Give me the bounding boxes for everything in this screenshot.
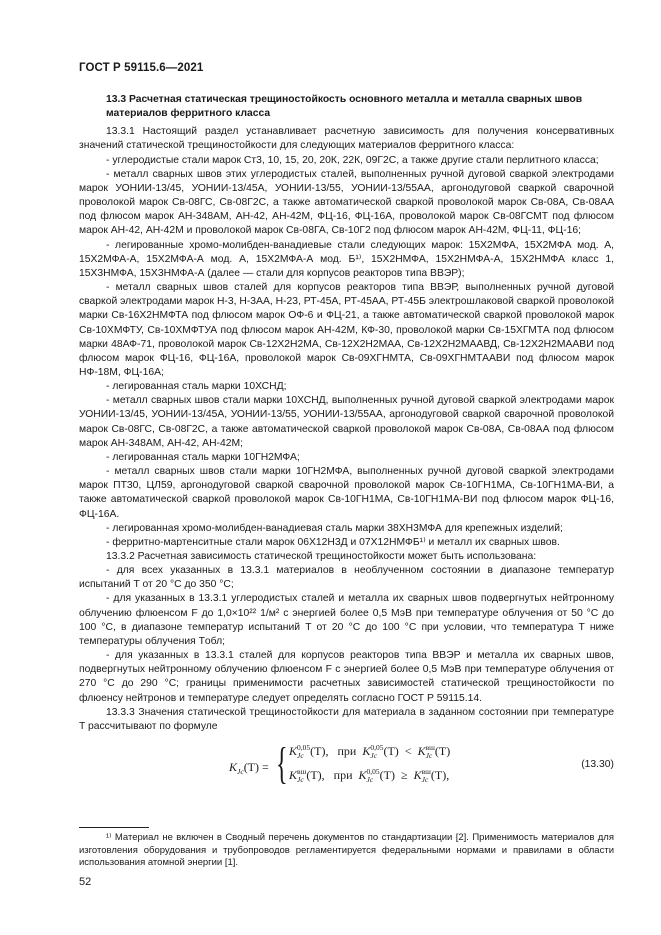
list-item: - углеродистые стали марок Ст3, 10, 15, 20, 20К, 22К, 09Г2С, а также другие стали перлитного класса; xyxy=(106,154,599,166)
list-item: - металл сварных швов стали марки 10ГН2МФА, выполненных ручной дуговой сваркой электродами марок ПТ30, ЦЛ59, аргонодуговой сваркой сварочной проволокой марок Св-10ГН1МА, Св-10ГН1МА-ВИ, а также автоматической сваркой проволокой марок Св-10ГН1МА, Св-10ГН1МА-ВИ под флюсом марок ФЦ-16, ФЦ-16А. xyxy=(79,466,614,520)
section-body xyxy=(79,93,614,792)
list-item: - легированная хромо-молибден-ванадиевая сталь марки 38ХН3МФА для крепежных изделий; xyxy=(106,522,563,534)
list-item: - металл сварных швов сталей для корпусов реакторов типа ВВЭР, выполненных ручной дуговой сваркой электродами марок Н-3, Н-3АА, Н-23, РТ-45А, РТ-45АА, РТ-45Б электрошлаковой сваркой проволокой марки Св-16Х2НМФТА под флюсом марок ОФ-6 и ФЦ-21, а также автоматической сваркой проволокой марок Св-10ХМФТУ, Св-10ХМФТУА под флюсом марок АН-42М, КФ-30, проволокой марки Св-15ХГМТА под флюсом марки 48АФ-71, проволокой марок Св-12Х2Н2МА, Св-12Х2Н2МАА, Св-12Х2Н2МААВД, Св-12Х2Н2МААВИ под флюсом марок ФЦ-16, ФЦ-16А, проволокой марок Св-09ХГНМТА, Св-09ХГНМТААВИ под флюсом марок НФ-18М, ФЦ-16А; xyxy=(79,282,614,378)
footnote xyxy=(79,832,614,870)
footnote-text: ¹⁾ Материал не включен в Сводный перечень документов по стандартизации [2]. Применимость материалов для изготовления оборудования и трубопроводов регламентируется федеральными нормами и правилами в области использования атомной энергии [1]. xyxy=(79,832,614,869)
list-item: - легированная сталь марки 10ХСНД; xyxy=(106,381,287,393)
formula-case-1: K 0,05 Jc (T), при K 0,05 Jc (T) < K вш Jc (T) xyxy=(289,743,451,761)
list-item: - для указанных в 13.3.1 углеродистых сталей и металла их сварных швов подвергнутых нейтронному облучению флюенсом F до 1,0×10²² 1/м² с энергией более 0,5 МэВ при температуре облучения от 50 °С до 100 °С, в диапазоне температур испытаний T от 20 °С до 100 °С при условии, что температура T ниже температуры облучения Tобл; xyxy=(79,593,614,647)
paragraph: 13.3.2 Расчетная зависимость статической трещиностойкости может быть использована: xyxy=(106,551,537,562)
equation-number: (13.30) xyxy=(581,759,614,771)
page-number: 52 xyxy=(79,876,92,888)
list-item: - легированная сталь марки 10ГН2МФА; xyxy=(106,451,300,463)
list-item: - для указанных в 13.3.1 сталей для корпусов реакторов типа ВВЭР и металла их сварных швов, подвергнутых нейтронному облучению флюенсом F с энергией более 0,5 МэВ при температуре облучения от 270 °С до 290 °С; границы применимости расчетных зависимостей статической трещиностойкости по флюенсу нейтронов и температуре следует определять согласно ГОСТ Р 59115.14. xyxy=(79,650,614,704)
paragraph: 13.3.1 Настоящий раздел устанавливает расчетную зависимость для получения консервативных значений статической трещиностойкости для следующих материалов ферритного класса: xyxy=(79,126,614,152)
section-heading: 13.3 Расчетная статическая трещиностойкость основного металла и металла сварных швов материалов ферритного класса xyxy=(106,94,583,120)
formula-13-30 xyxy=(79,739,614,792)
list-item: - легированные хромо-молибден-ванадиевые стали следующих марок: 15Х2МФА, 15Х2МФА мод. А, 15Х2МФА-А, 15Х2МФА-А мод. А, 15Х2МФА-А мод. Б¹⁾, 15Х2НМФА, 15Х2НМФА-А, 15Х2НМФА класс 1, 15Х3НМФА, 15Х3НМФА-А (далее — стали для корпусов реакторов типа ВВЭР); xyxy=(79,239,614,279)
formula-lhs: $K_{Jc}(T)$ = xyxy=(229,760,269,777)
formula-brace: { xyxy=(276,739,288,789)
footnote-separator xyxy=(79,827,149,828)
paragraph: 13.3.3 Значения статической трещиностойкости для материала в заданном состоянии при температуре T рассчитывают по формуле xyxy=(79,706,614,732)
list-item: - для всех указанных в 13.3.1 материалов в необлученном состоянии в диапазоне температур испытаний T от 20 °С до 350 °С; xyxy=(79,565,614,591)
list-item: - металл сварных швов этих углеродистых сталей, выполненных ручной дуговой сваркой электродами марок УОНИИ-13/45, УОНИИ-13/45А, УОНИИ-13/55, УОНИИ-13/55АА, аргонодуговой сваркой сварочной проволокой марок Св-08ГС, Св-08Г2С, а также автоматической сваркой проволокой марок Св-08А, Св-08АА под флюсом марок АН-348АМ, АН-42, АН-42М, ФЦ-16, ФЦ-16А, проволокой марок Св-08ГСМТ под флюсом марок АН-42, АН-42М и проволокой марок Св-08ГА, Св-10Г2 под флюсом марок АН-42М, ФЦ-11, ФЦ-16; xyxy=(79,168,614,237)
list-item: - металл сварных швов стали марки 10ХСНД, выполненных ручной дуговой сваркой электродами марок УОНИИ-13/45, УОНИИ-13/45А, УОНИИ-13/55, УОНИИ-13/55АА, аргонодуговой сваркой сварочной проволокой марок Св-08ГС, Св-08Г2С, а также автоматической сваркой проволокой марок Св-08А, Св-08АА под флюсом марок АН-348АМ, АН-42, АН-42М; xyxy=(79,395,614,449)
document-header: ГОСТ Р 59115.6—2021 xyxy=(79,62,204,74)
formula-case-2: K вш Jc (T), при K 0,05 Jc (T) ≥ K вш Jc (T), xyxy=(289,767,450,785)
list-item: - ферритно-мартенситные стали марок 06Х12Н3Д и 07Х12НМФБ¹⁾ и металл их сварных швов. xyxy=(106,536,560,548)
